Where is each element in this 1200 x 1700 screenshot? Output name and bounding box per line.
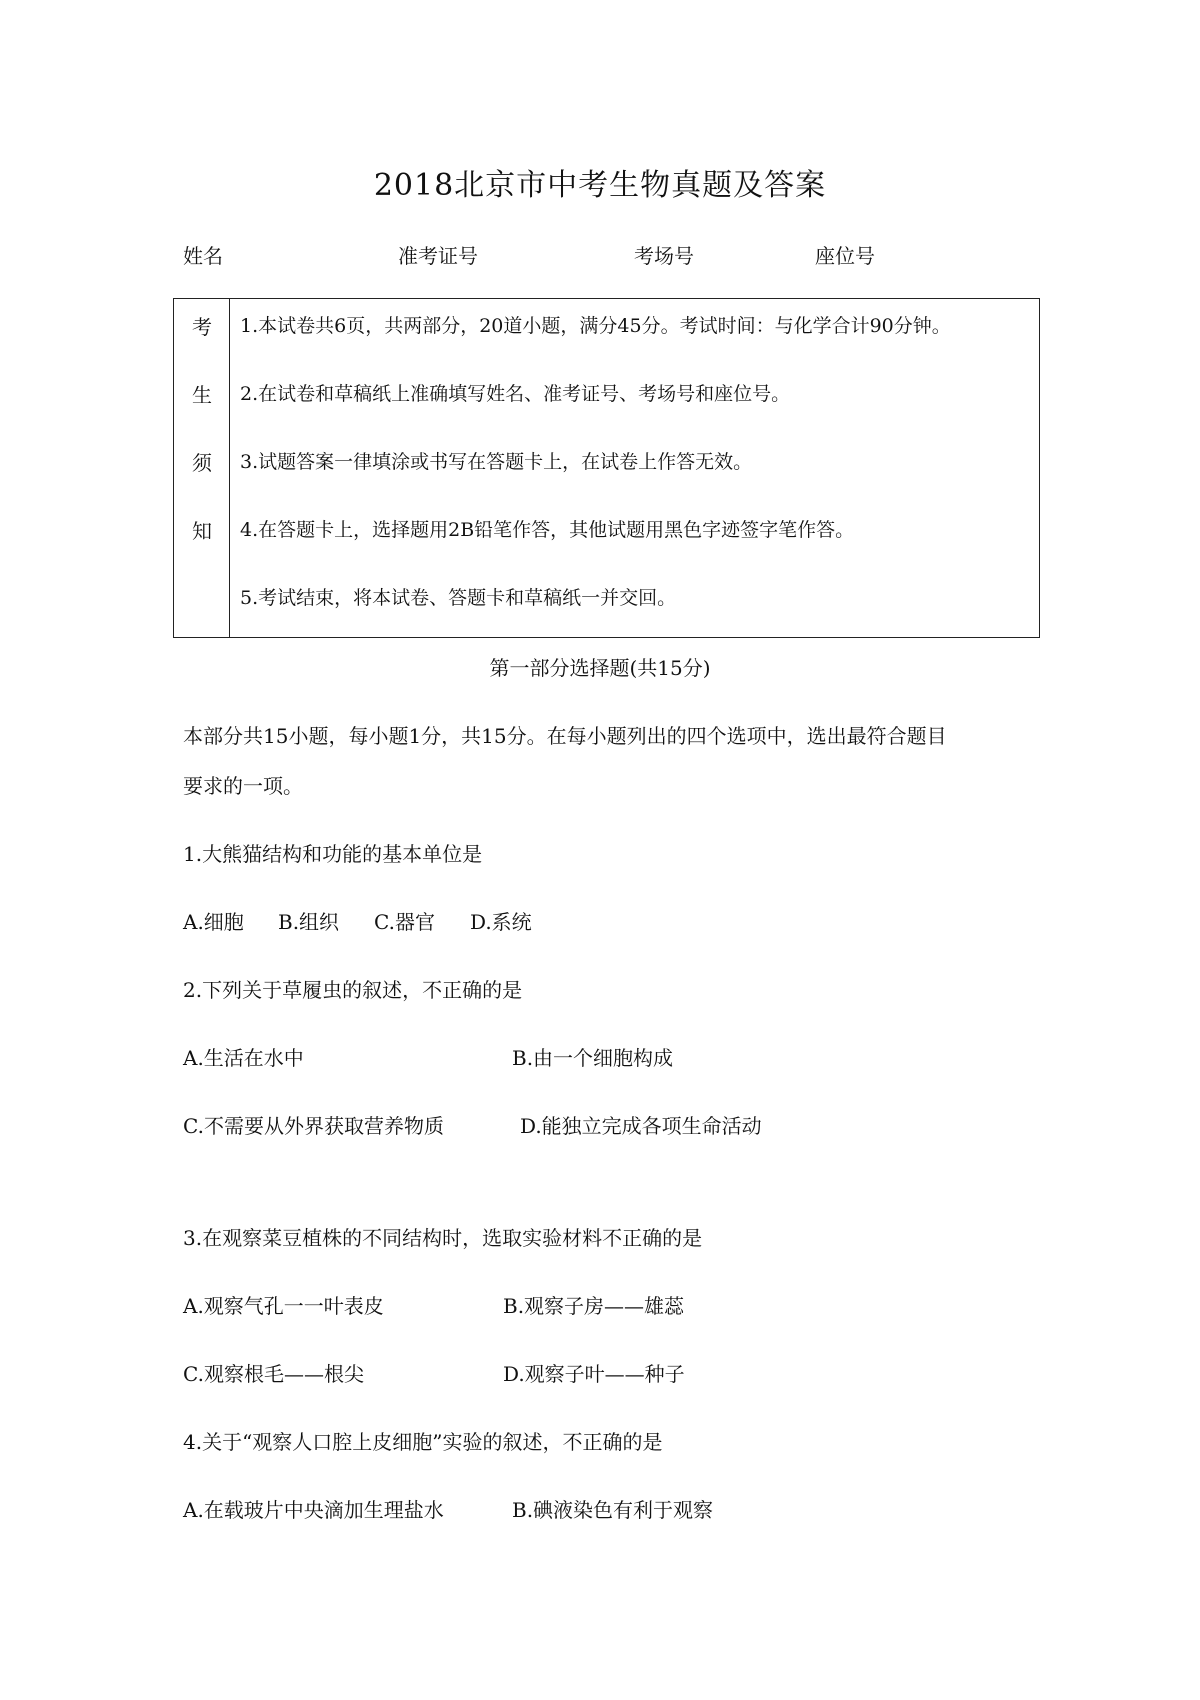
notice-item: 2.在试卷和草稿纸上准确填写姓名、准考证号、考场号和座位号。 (240, 383, 791, 405)
page-title: 2018北京市中考生物真题及答案 (373, 168, 827, 203)
section-intro-continued: 要求的一项。 (183, 774, 303, 798)
notice-side-char: 须 (192, 451, 212, 475)
notice-item: 5.考试结束，将本试卷、答题卡和草稿纸一并交回。 (240, 587, 677, 609)
question-stem: 4.关于“观察人口腔上皮细胞”实验的叙述，不正确的是 (183, 1430, 663, 1454)
answer-option: B.碘液染色有利于观察 (512, 1498, 714, 1522)
answer-option: D.能独立完成各项生命活动 (520, 1114, 762, 1138)
seat-field-label: 座位号 (815, 244, 875, 268)
notice-side-char: 知 (192, 519, 212, 543)
answer-option: A.在载玻片中央滴加生理盐水 (183, 1498, 444, 1522)
notice-item: 3.试题答案一律填涂或书写在答题卡上，在试卷上作答无效。 (240, 451, 753, 473)
answer-option: A.生活在水中 (183, 1046, 304, 1070)
name-field-label: 姓名 (183, 244, 223, 268)
answer-option: A.细胞 (183, 910, 244, 934)
room-field-label: 考场号 (634, 244, 694, 268)
exam-id-field-label: 准考证号 (398, 244, 478, 268)
notice-side-label (174, 299, 230, 637)
answer-option: B.观察子房——雄蕊 (503, 1294, 685, 1318)
notice-side-char: 生 (192, 383, 212, 407)
exam-notice-box (173, 298, 1040, 638)
answer-option: C.不需要从外界获取营养物质 (183, 1114, 444, 1138)
question-stem: 3.在观察菜豆植株的不同结构时，选取实验材料不正确的是 (183, 1226, 703, 1250)
answer-option: B.由一个细胞构成 (512, 1046, 674, 1070)
answer-option: B.组织 (278, 910, 340, 934)
section-intro: 本部分共15小题，每小题1分，共15分。在每小题列出的四个选项中，选出最符合题目 (183, 724, 947, 748)
notice-side-char: 考 (192, 315, 212, 339)
question-stem: 1.大熊猫结构和功能的基本单位是 (183, 842, 483, 866)
section-heading: 第一部分选择题(共15分) (489, 656, 711, 680)
notice-item: 4.在答题卡上，选择题用2B铅笔作答，其他试题用黑色字迹签字笔作答。 (240, 519, 855, 541)
answer-option: C.器官 (374, 910, 435, 934)
answer-option: C.观察根毛——根尖 (183, 1362, 364, 1386)
answer-option: D.观察子叶——种子 (503, 1362, 685, 1386)
answer-option: D.系统 (470, 910, 532, 934)
answer-option: A.观察气孔一一叶表皮 (183, 1294, 384, 1318)
notice-item: 1.本试卷共6页，共两部分，20道小题，满分45分。考试时间：与化学合计90分钟。 (240, 315, 951, 337)
question-stem: 2.下列关于草履虫的叙述，不正确的是 (183, 978, 523, 1002)
